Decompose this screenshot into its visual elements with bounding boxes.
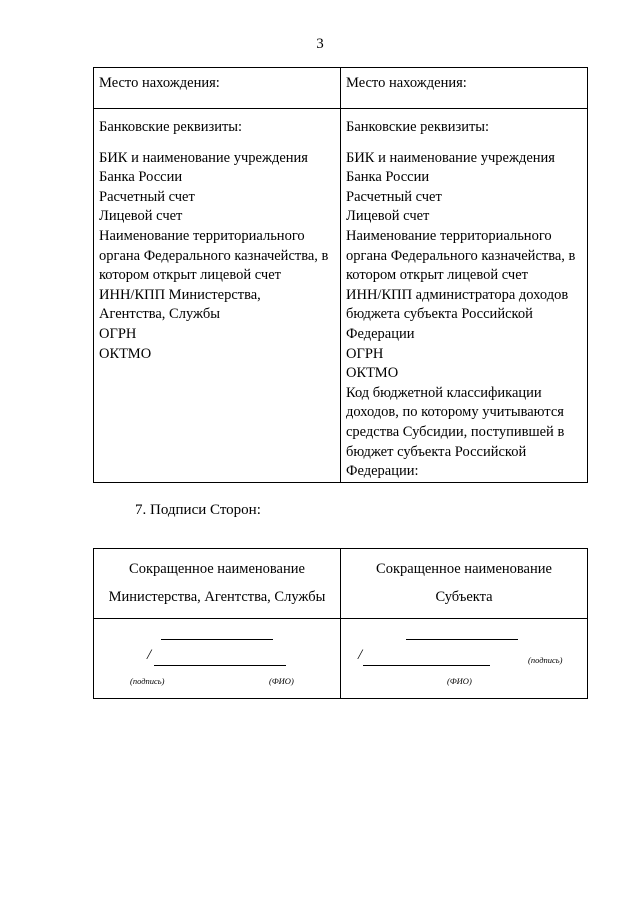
subject-name-cell xyxy=(341,549,588,619)
left-requisite-line: ОКТМО xyxy=(99,345,152,362)
right-requisite-line: БИК и наименование учреждения xyxy=(346,149,555,166)
signatures-header-row xyxy=(94,549,588,619)
subject-signature-caption: (подпись) xyxy=(528,655,563,665)
signatures-table xyxy=(93,548,588,699)
right-requisite-line: Банка России xyxy=(346,169,430,186)
subject-name-line xyxy=(363,665,490,666)
right-requisite-line: Федерации xyxy=(346,325,415,342)
bank-requisites-row xyxy=(94,109,588,483)
ministry-slash: / xyxy=(147,647,152,663)
right-requisite-line: бюджета субъекта Российской xyxy=(346,306,533,323)
right-requisite-line: ОГРН xyxy=(346,345,384,362)
left-location-cell xyxy=(94,68,341,109)
subject-name-line2: Субъекта xyxy=(435,589,493,605)
ministry-signature-cell xyxy=(94,619,341,699)
subject-name-line1: Сокращенное наименование xyxy=(376,561,552,577)
right-requisite-line: доходов, по которому учитываются xyxy=(346,404,564,421)
ministry-signature-caption: (подпись) xyxy=(130,676,165,686)
right-requisites-cell xyxy=(341,109,588,483)
left-requisite-line: ОГРН xyxy=(99,325,137,342)
left-requisite-line: Банка России xyxy=(99,169,183,186)
right-requisite-line: органа Федерального казначейства, в xyxy=(346,247,576,264)
location-row xyxy=(94,68,588,109)
subject-signature-line xyxy=(406,639,518,640)
right-requisite-line: Расчетный счет xyxy=(346,188,442,205)
ministry-name-line1: Сокращенное наименование xyxy=(129,561,305,577)
left-requisite-line: Агентства, Службы xyxy=(99,306,220,323)
left-requisite-line: БИК и наименование учреждения xyxy=(99,149,308,166)
left-requisite-line: котором открыт лицевой счет xyxy=(99,267,281,284)
subject-name-caption: (ФИО) xyxy=(447,676,472,686)
subject-slash: / xyxy=(358,647,363,663)
right-requisite-line: Лицевой счет xyxy=(346,208,430,225)
right-requisite-line: Федерации: xyxy=(346,463,419,480)
right-location-label: Место нахождения: xyxy=(346,75,467,91)
left-requisite-line: Наименование территориального xyxy=(99,227,305,244)
page-number: 3 xyxy=(316,36,324,52)
left-requisite-line: Расчетный счет xyxy=(99,188,195,205)
right-requisite-line: котором открыт лицевой счет xyxy=(346,267,528,284)
right-bank-title: Банковские реквизиты: xyxy=(346,119,490,135)
right-requisite-line: Код бюджетной классификации xyxy=(346,384,542,401)
requisites-table xyxy=(93,67,588,483)
subject-signature-cell xyxy=(341,619,588,699)
ministry-name-caption: (ФИО) xyxy=(269,676,294,686)
right-requisite-line: бюджет субъекта Российской xyxy=(346,443,527,460)
right-requisite-line: ОКТМО xyxy=(346,365,399,382)
left-requisite-line: органа Федерального казначейства, в xyxy=(99,247,329,264)
right-location-cell xyxy=(341,68,588,109)
left-location-label: Место нахождения: xyxy=(99,75,220,91)
ministry-name-cell xyxy=(94,549,341,619)
right-requisite-line: Наименование территориального xyxy=(346,227,552,244)
left-requisite-line: Лицевой счет xyxy=(99,208,183,225)
left-bank-title: Банковские реквизиты: xyxy=(99,119,243,135)
ministry-signature-line xyxy=(161,639,273,640)
right-requisite-line: средства Субсидии, поступившей в xyxy=(346,423,565,440)
left-requisites-cell xyxy=(94,109,341,483)
ministry-name-line xyxy=(154,665,286,666)
signatures-heading: 7. Подписи Сторон: xyxy=(135,502,261,518)
right-requisite-line: ИНН/КПП администратора доходов xyxy=(346,286,569,303)
ministry-name-line2: Министерства, Агентства, Службы xyxy=(108,589,326,605)
signatures-body-row xyxy=(94,619,588,699)
left-requisite-line: ИНН/КПП Министерства, xyxy=(99,286,261,303)
